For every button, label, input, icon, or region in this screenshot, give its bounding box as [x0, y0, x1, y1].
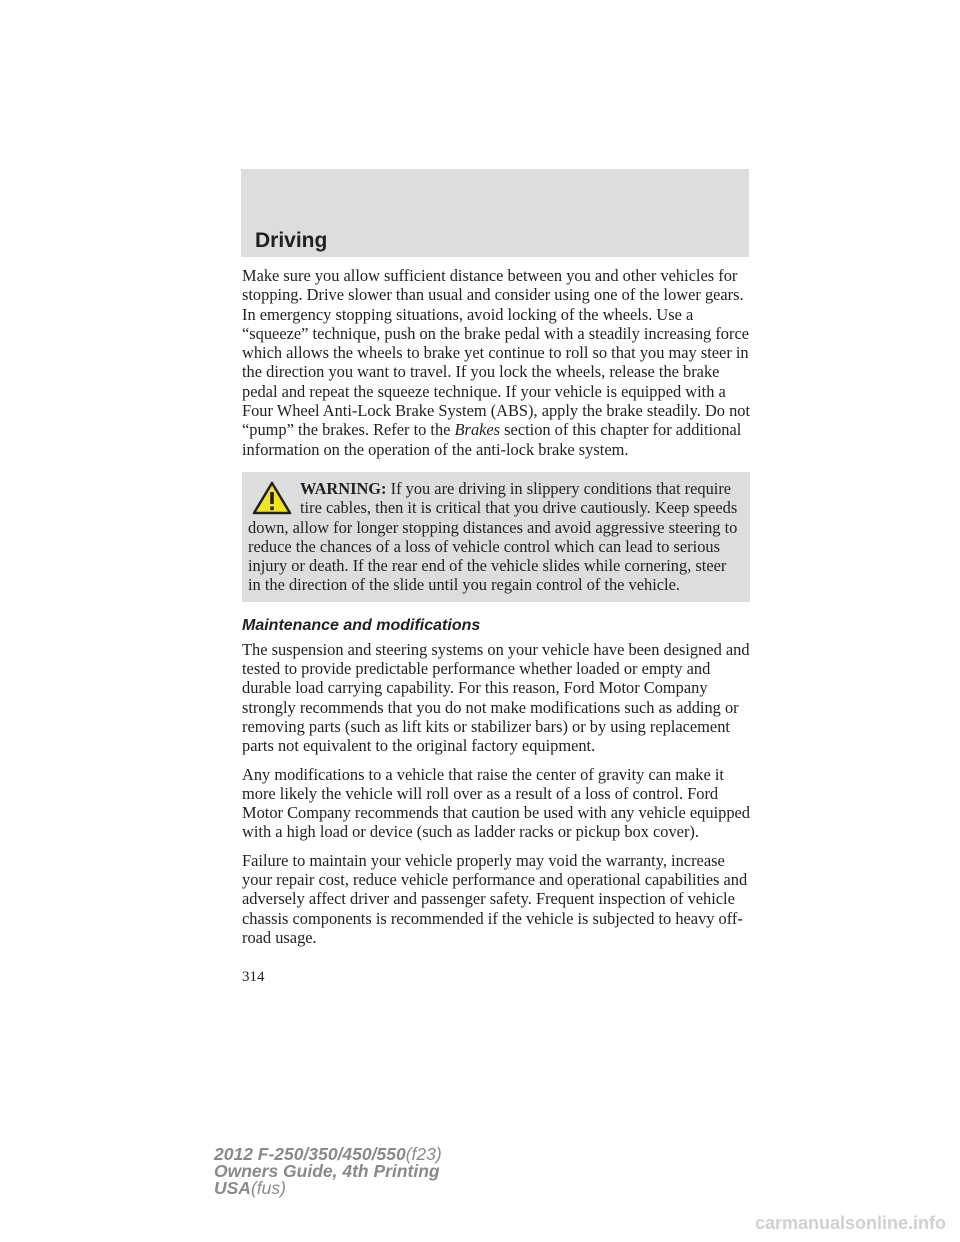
- footer-line-guide: Owners Guide, 4th Printing: [214, 1161, 440, 1181]
- intro-text-after-ref: section of this chapter for additional information on the operation of the anti-lock brake system.: [242, 420, 742, 459]
- document-footer: [214, 1146, 442, 1197]
- intro-paragraph: [242, 266, 750, 459]
- footer-line-region: [214, 1180, 442, 1197]
- body-paragraph-maintenance: Failure to maintain your vehicle properly may void the warranty, increase your repair cost, reduce vehicle performance and operational capabilities and adversely affect driver and passenger safety. Frequent inspection of vehicle chassis components is recommended if the vehicle is subjected to heavy off-road usage.: [242, 850, 748, 947]
- page-number: 314: [242, 969, 265, 985]
- warning-text: If you are driving in slippery conditions that require tire cables, then it is critical that you drive cautiously. Keep speeds down, allow for longer stopping distances and avoid aggressive steering to reduce the chances of a loss of vehicle control which can lead to serious injury or death. If the rear end of the vehicle slides while cornering, steer in the direction of the slide until you regain control of the vehicle.: [248, 478, 738, 595]
- brakes-section-reference: Brakes: [454, 420, 501, 440]
- section-header-band: [241, 169, 749, 257]
- footer-model-code: (f23): [405, 1144, 442, 1164]
- page-content: [242, 266, 750, 947]
- footer-model: 2012 F-250/350/450/550: [214, 1144, 406, 1164]
- intro-text-before-ref: Make sure you allow sufficient distance between you and other vehicles for stopping. Drive slower than usual and consider using one of the lower gears. In emergency stopping situations, avoid locking of the wheels. Use a “squeeze” technique, push on the brake pedal with a steadily increasing force which allows the wheels to brake yet continue to roll so that you may steer in the direction you want to travel. If you lock the wheels, release the brake pedal and repeat the squeeze technique. If your vehicle is equipped with a Four Wheel Anti-Lock Brake System (ABS), apply the brake steadily. Do not “pump” the brakes. Refer to the: [242, 266, 751, 440]
- footer-region: USA: [214, 1178, 251, 1198]
- body-paragraph-modifications: Any modifications to a vehicle that raise the center of gravity can make it more likely the vehicle will roll over as a result of a loss of control. Ford Motor Company recommends that caution be used with any vehicle equipped with a high load or device (such as ladder racks or pickup box cover).: [242, 764, 750, 842]
- site-watermark: carmanualsonline.info: [754, 1213, 946, 1233]
- footer-region-code: (fus): [250, 1178, 286, 1198]
- warning-box: [242, 472, 750, 602]
- maintenance-subheading: Maintenance and modifications: [242, 616, 481, 634]
- section-title: Driving: [255, 229, 328, 252]
- warning-triangle-icon: [252, 481, 292, 515]
- body-paragraph-suspension: The suspension and steering systems on your vehicle have been designed and tested to provide predictable performance whether loaded or empty and durable load carrying capability. For this reason, Ford Motor Company strongly recommends that you do not make modifications such as adding or removing parts (such as lift kits or stabilizer bars) or by using replacement parts not equivalent to the original factory equipment.: [242, 639, 750, 756]
- warning-label: WARNING:: [300, 478, 387, 498]
